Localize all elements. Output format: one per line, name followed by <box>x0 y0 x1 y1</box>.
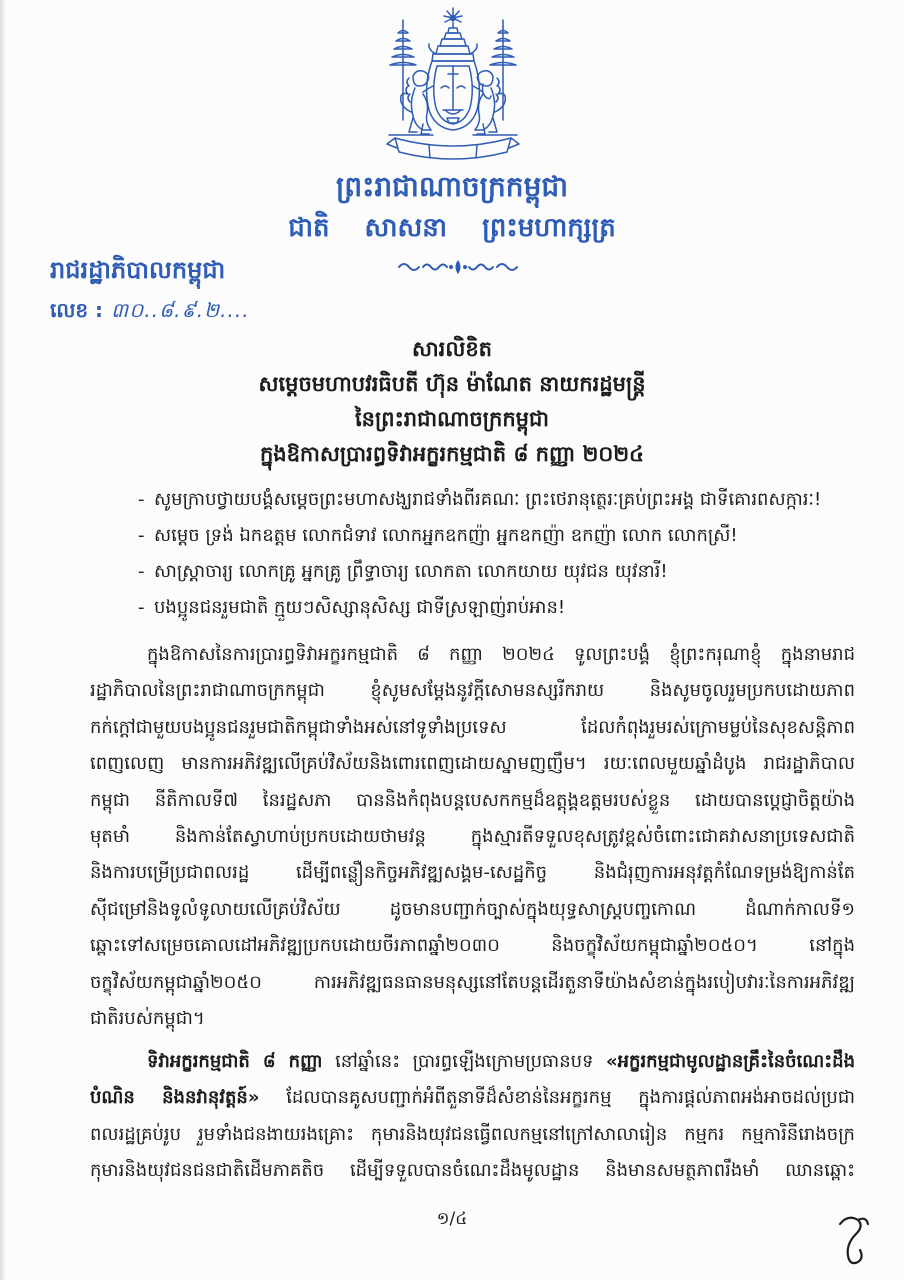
bullet-dash: - <box>138 561 145 582</box>
reference-number-label: លេខ : <box>50 298 104 322</box>
author-title: សម្តេចមហាបវរធិបតី ហ៊ុន ម៉ាណែត នាយករដ្ឋមន្ត្រី <box>258 372 646 396</box>
paragraph-line <box>147 1044 855 1080</box>
salutation-text: បងប្អូនជនរួមជាតិ ក្មួយៗសិស្សានុសិស្ស ជាទីស្រឡាញ់រាប់អាន! <box>154 597 566 618</box>
ribbon <box>387 138 519 159</box>
paragraph-line: កក់ក្តៅជាមួយបងប្អូនជនរួមជាតិកម្ពុជាទាំងអស់នៅទូទាំងប្រទេស ដែលកំពុងរួមរស់ក្រោមម្លប់នៃសុខសន្តិភាព <box>90 716 855 738</box>
body-paragraph-1 <box>90 637 855 1037</box>
salutation-item <box>138 554 862 590</box>
bullet-dash: - <box>138 597 145 618</box>
paragraph-line: ស៊ីជម្រៅនិងទូលំទូលាយលើគ្រប់វិស័យ ដូចមានបញ្ជាក់ច្បាស់ក្នុងយុទ្ធសាស្ត្របញ្ចកោណ ដំណាក់កាលទី១ <box>90 898 855 920</box>
plain-text: នៅឆ្នាំនេះ ប្រារព្ធឡើងក្រោមប្រធានបទ <box>322 1051 606 1072</box>
page-number: ១/៤ <box>436 1209 468 1229</box>
paragraph-line: មុតមាំ និងកាន់តែស្វាហាប់ប្រកបដោយថាមវន្ត ក្នុងស្មារតីទទួលខុសត្រូវខ្ពស់ចំពោះជោគវាសនាប្រទេសជាតិ <box>90 825 855 847</box>
emphasis-text: ទិវាអក្ខរកម្មជាតិ ៨ កញ្ញា <box>147 1051 323 1072</box>
paragraph-line: ពេញលេញ មានការអភិវឌ្ឍលើគ្រប់វិស័យនិងពោរពេញដោយស្នាមញញឹម។ រយៈពេលមួយឆ្នាំដំបូង រាជរដ្ឋាភិបាល <box>90 753 855 775</box>
country-title: នៃព្រះរាជាណាចក្រកម្ពុជា <box>354 407 549 431</box>
paragraph-line <box>90 1153 855 1189</box>
paragraph-line: ក្នុងឱកាសនៃការប្រារព្ធទិវាអក្ខរកម្មជាតិ ៨ កញ្ញា ២០២៤ ទូលព្រះបង្គំ ខ្ញុំព្រះករុណាខ្ញុំ ក្នុងនាមរាជ <box>147 644 855 665</box>
national-motto: ជាតិ សាសនា ព្រះមហាក្សត្រ <box>288 213 616 243</box>
paragraph-line <box>90 1117 855 1153</box>
reference-number-value: ៣០..៨.៩.២.... <box>111 298 250 322</box>
paragraph-line: និងការបម្រើប្រជាពលរដ្ឋ ដើម្បីពន្លឿនកិច្ចអភិវឌ្ឍសង្គម-សេដ្ឋកិច្ច និងជំរុញការអនុវត្តកំណែទម្រង់ឱ្យកាន់តែ <box>90 862 855 884</box>
salutation-text: សម្តេច ទ្រង់ ឯកឧត្តម លោកជំទាវ លោកអ្នកឧកញ៉ា អ្នកឧកញ៉ា ឧកញ៉ា លោក លោកស្រី! <box>154 525 738 546</box>
occasion-title: ក្នុងឱកាសប្រារព្ធទិវាអក្ខរកម្មជាតិ ៨ កញ្ញា ២០២៤ <box>259 442 645 466</box>
emphasis-text: «អក្ខរកម្មជាមូលដ្ឋានគ្រឹះនៃចំណេះដឹង <box>605 1051 855 1072</box>
royal-emblem <box>373 6 533 166</box>
bullet-dash: - <box>138 525 145 546</box>
kingdom-heading: ព្រះរាជាណាចក្រកម្ពុជា <box>335 170 568 203</box>
paragraph-line: រដ្ឋាភិបាលនៃព្រះរាជាណាចក្រកម្ពុជា ខ្ញុំសូមសម្តែងនូវក្តីសោមនស្សរីករាយ និងសូមចូលរួមប្រកបដោយភាព <box>90 680 855 702</box>
salutation-item <box>138 482 862 518</box>
document-type-title: សារលិខិត <box>412 337 492 361</box>
bullet-dash: - <box>138 489 145 510</box>
government-name: រាជរដ្ឋាភិបាលកម្ពុជា <box>50 256 226 284</box>
salutation-text: សូមក្រាបថ្វាយបង្គំសម្តេចព្រះមហាសង្ឃរាជទាំងពីរគណៈ ព្រះថេរានុត្ថេរៈគ្រប់ព្រះអង្គ ជាទីគោរពសក្ការៈ! <box>154 489 822 510</box>
plain-text: ដែលបានគូសបញ្ជាក់អំពីតួនាទីដ៏សំខាន់នៃអក្ខរកម្ម ក្នុងការផ្តល់ភាពអង់អាចដល់ប្រជា <box>259 1087 855 1109</box>
plain-text: កុមារនិងយុវជនជនជាតិដើមភាគតិច ដើម្បីទទួលបានចំណេះដឹងមូលដ្ឋាន និងមានសមត្ថភាពរឹងមាំ ឈានឆ្ពោះ <box>90 1160 855 1182</box>
paragraph-line: ជាតិរបស់កម្ពុជា។ <box>90 1007 205 1029</box>
body-paragraph-2 <box>90 1044 855 1190</box>
decorative-ornament <box>393 258 523 276</box>
emphasis-text: បំណិន និងនវានុវត្តន៍» <box>90 1087 260 1109</box>
signature-initial <box>826 1210 878 1272</box>
crown <box>429 22 477 61</box>
paragraph-line: កម្ពុជា នីតិកាលទី៧ នៃរដ្ឋសភា បាននិងកំពុងបន្តបេសកកម្មដ៏ឧត្តុង្គឧត្តមរបស់ខ្លួន ដោយបានប្តេជ្ញាចិត្តយ៉ាង <box>90 789 855 811</box>
salutation-item <box>138 518 862 554</box>
salutation-text: សាស្ត្រាចារ្យ លោកគ្រូ អ្នកគ្រូ ព្រឹទ្ធាចារ្យ លោកតា លោកយាយ យុវជន យុវនារី! <box>154 561 668 582</box>
plain-text: ពលរដ្ឋគ្រប់រូប រួមទាំងជនងាយរងគ្រោះ កុមារនិងយុវជនធ្វើពលកម្មនៅក្រៅសាលារៀន កម្មករ កម្មការិនីរោងចក្រ <box>90 1123 855 1145</box>
reference-number <box>50 293 380 327</box>
paragraph-line: ឆ្ពោះទៅសម្រេចគោលដៅអភិវឌ្ឍប្រកបដោយចីរភាពឆ្នាំ២០៣០ និងចក្ខុវិស័យកម្ពុជាឆ្នាំ២០៥០។ នៅក្នុង <box>90 935 855 957</box>
mantle-shield <box>427 61 480 130</box>
paragraph-line <box>90 1080 855 1116</box>
paragraph-line: ចក្ខុវិស័យកម្ពុជាឆ្នាំ២០៥០ ការអភិវឌ្ឍធនធានមនុស្សនៅតែបន្តដើរតួនាទីយ៉ាងសំខាន់ក្នុងរបៀបវារៈនៃការអភិវឌ្ឍ <box>90 971 855 993</box>
salutation-item <box>138 590 862 626</box>
halo <box>444 8 462 22</box>
